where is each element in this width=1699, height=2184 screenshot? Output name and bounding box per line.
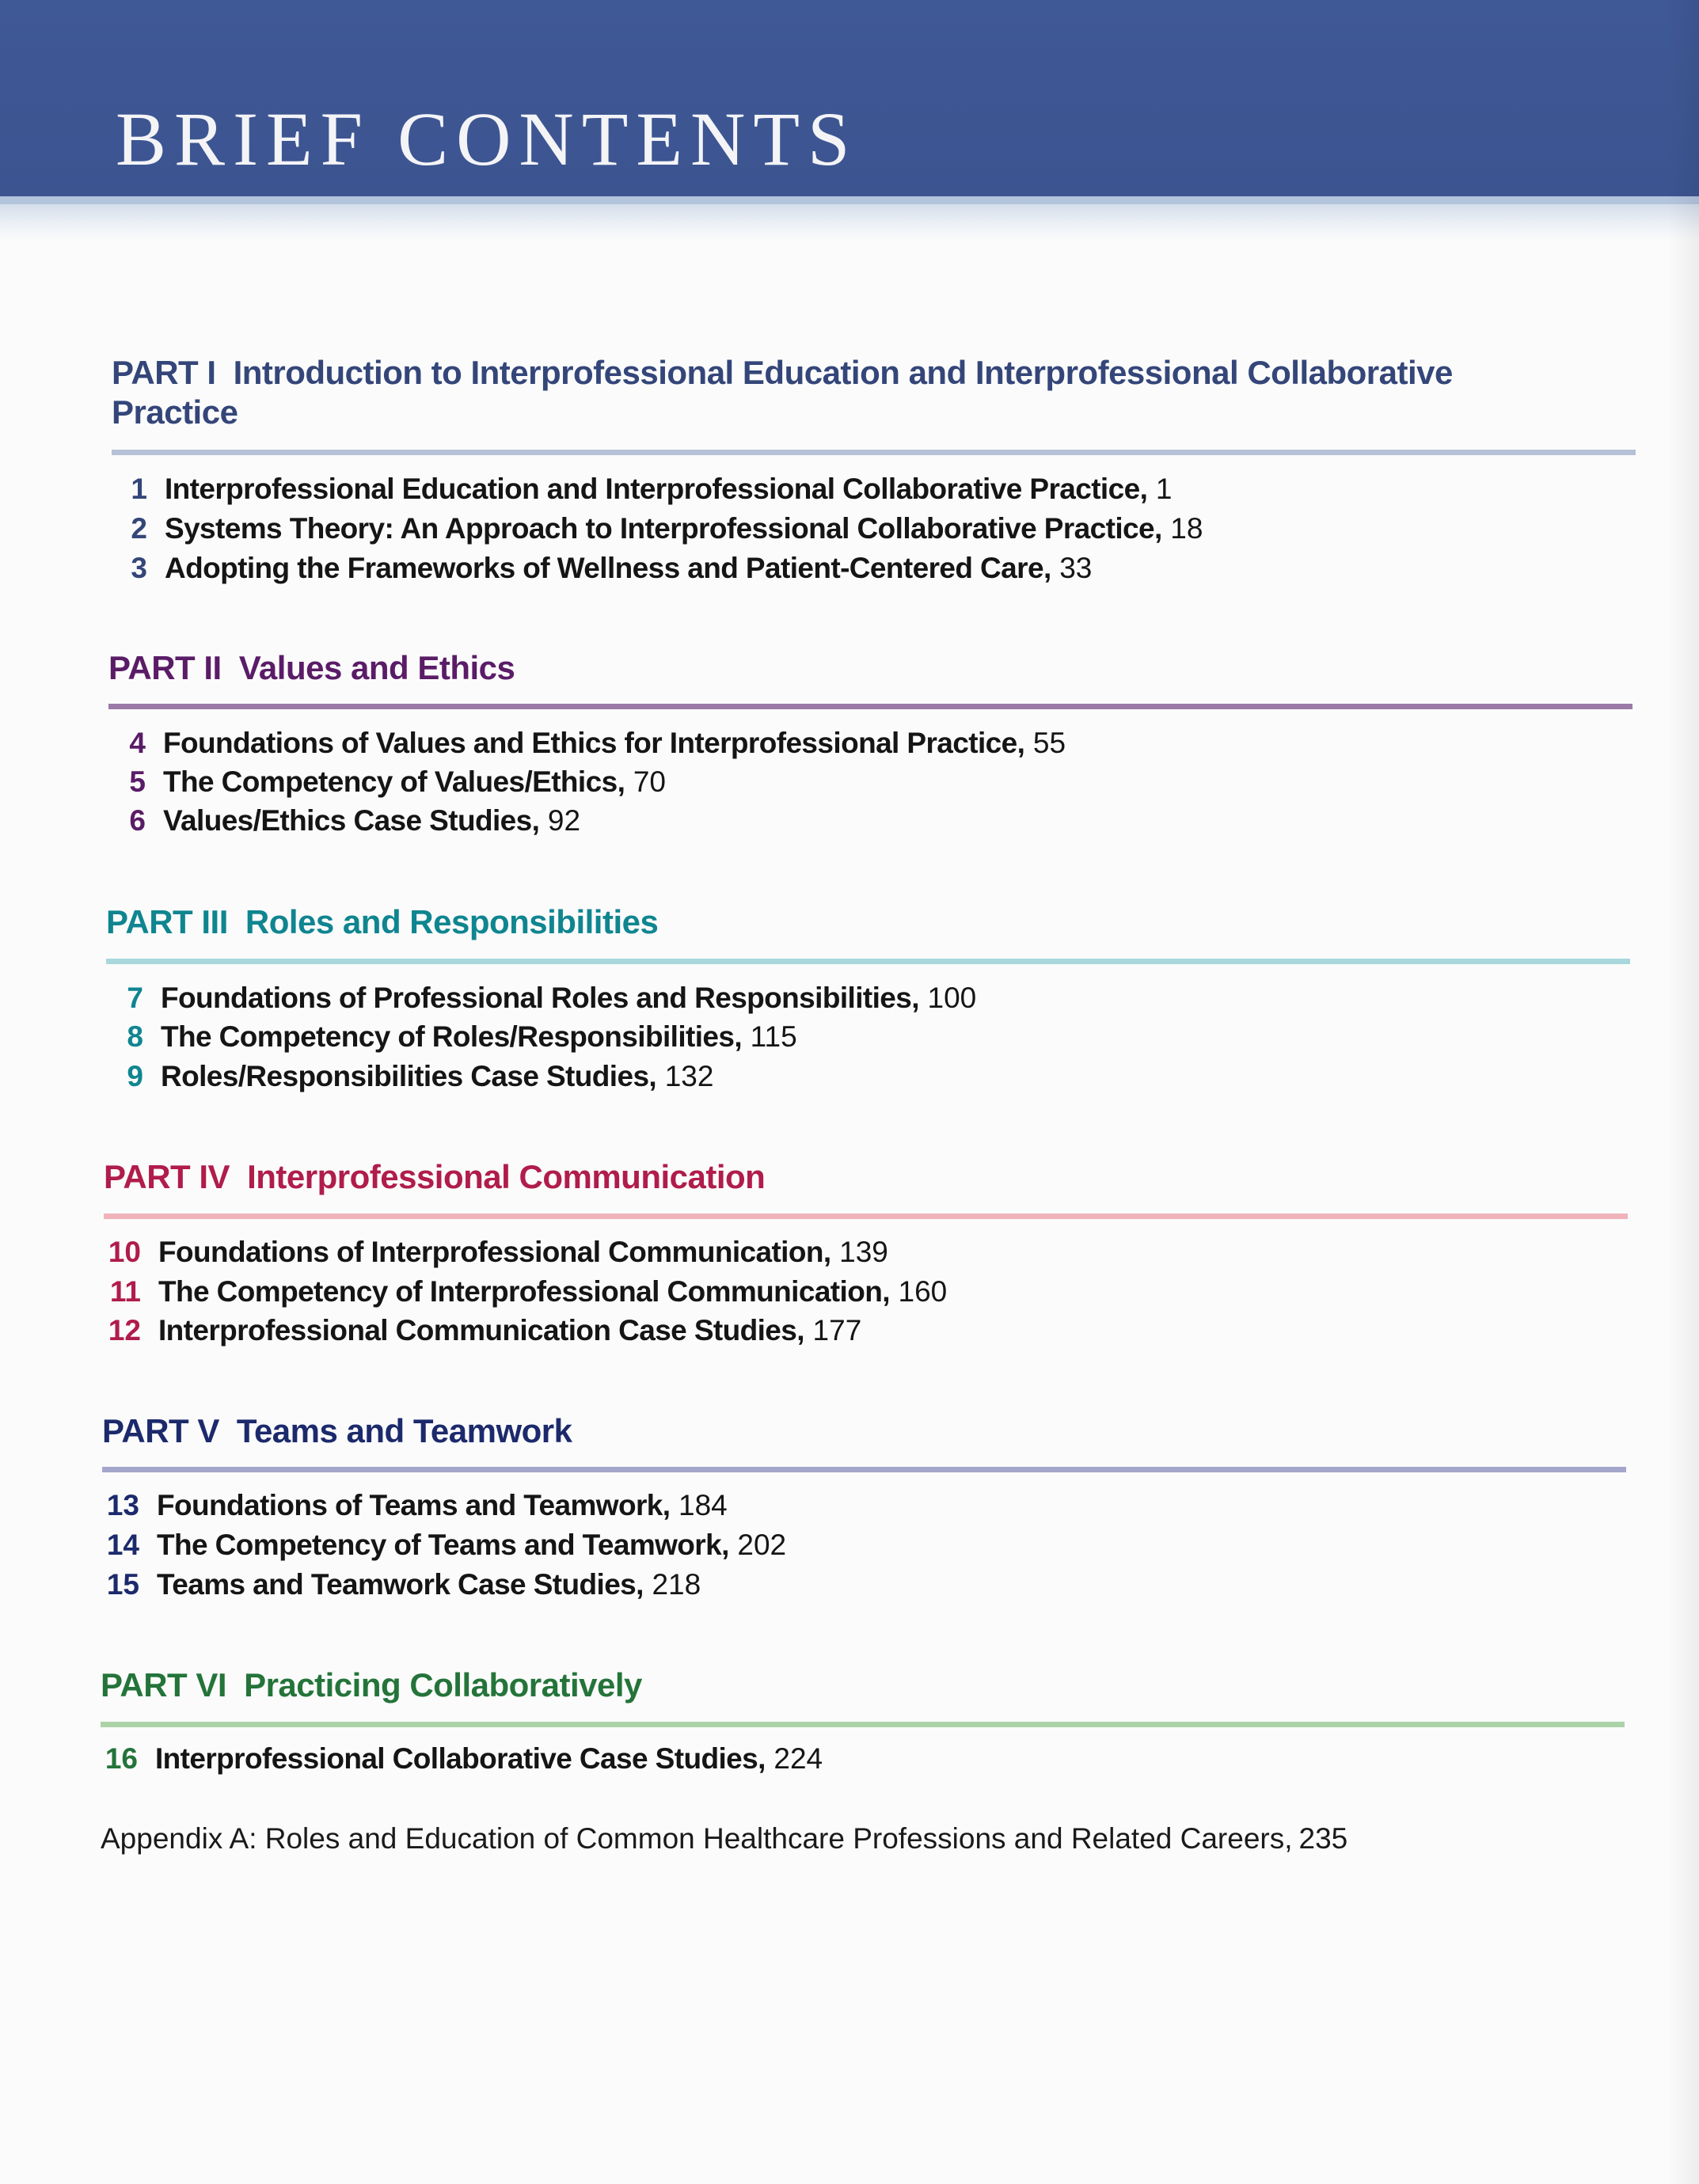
chapter-entry[interactable]: 7 Foundations of Professional Roles and Responsibilities, 100 bbox=[115, 978, 976, 1018]
chapter-title: Teams and Teamwork Case Studies bbox=[157, 1568, 637, 1601]
chapter-title: Foundations of Interprofessional Communication bbox=[158, 1236, 823, 1268]
chapter-title: Foundations of Professional Roles and Responsibilities bbox=[161, 982, 912, 1014]
chapter-entry[interactable]: 6 Values/Ethics Case Studies, 92 bbox=[117, 801, 580, 841]
chapter-entry[interactable]: 1 Interprofessional Education and Interprofessional Collaborative Practice, 1 bbox=[119, 469, 1172, 509]
chapter-number: 14 bbox=[106, 1529, 139, 1561]
part-rule-6 bbox=[101, 1722, 1625, 1727]
chapter-page: 92 bbox=[547, 804, 581, 837]
chapter-number: 9 bbox=[127, 1060, 143, 1092]
chapter-entry[interactable]: 8 The Competency of Roles/Responsibilities, 115 bbox=[115, 1017, 797, 1057]
chapter-number: 13 bbox=[106, 1489, 139, 1521]
chapter-page: 160 bbox=[898, 1275, 948, 1308]
part-label: PART V bbox=[102, 1412, 219, 1449]
page-edge-shadow bbox=[1667, 0, 1699, 2184]
chapter-page: 1 bbox=[1155, 473, 1173, 505]
part-label: PART IV bbox=[104, 1158, 230, 1195]
chapter-number: 1 bbox=[131, 473, 147, 505]
chapter-number: 2 bbox=[131, 512, 147, 545]
chapter-page: 55 bbox=[1032, 727, 1066, 759]
chapter-page: 224 bbox=[773, 1742, 823, 1775]
part-label: PART I bbox=[112, 354, 216, 391]
chapter-entry[interactable]: 12 Interprofessional Communication Case Studies, 177 bbox=[103, 1311, 861, 1350]
part-heading-4 bbox=[104, 1155, 765, 1199]
chapter-number: 7 bbox=[127, 982, 143, 1014]
chapter-entry[interactable]: 4 Foundations of Values and Ethics for Interprofessional Practice, 55 bbox=[117, 724, 1066, 763]
chapter-title: Interprofessional Education and Interprofessional Collaborative Practice bbox=[165, 473, 1140, 505]
chapter-title: Foundations of Teams and Teamwork bbox=[157, 1489, 663, 1521]
chapter-title: The Competency of Roles/Responsibilities bbox=[161, 1020, 735, 1053]
part-rule-3 bbox=[106, 959, 1630, 964]
appendix-page: 235 bbox=[1298, 1822, 1348, 1855]
chapter-entry[interactable]: 15 Teams and Teamwork Case Studies, 218 bbox=[101, 1565, 701, 1605]
part-title: Teams and Teamwork bbox=[236, 1412, 572, 1449]
part-title: Interprofessional Communication bbox=[247, 1158, 766, 1195]
part-title: Values and Ethics bbox=[238, 649, 515, 686]
chapter-title: The Competency of Values/Ethics bbox=[163, 765, 618, 798]
appendix-entry[interactable] bbox=[101, 1819, 1347, 1859]
chapter-number: 6 bbox=[129, 804, 146, 837]
part-rule-2 bbox=[108, 704, 1632, 709]
chapter-entry[interactable]: 9 Roles/Responsibilities Case Studies, 132 bbox=[115, 1057, 713, 1096]
chapter-entry[interactable]: 2 Systems Theory: An Approach to Interprofessional Collaborative Practice, 18 bbox=[119, 509, 1203, 549]
page-title: BRIEF CONTENTS bbox=[116, 97, 858, 181]
chapter-title: The Competency of Interprofessional Communication bbox=[158, 1275, 883, 1308]
chapter-title: Interprofessional Communication Case Studies bbox=[158, 1314, 797, 1346]
part-title-line1: Introduction to Interprofessional Education and Interprofessional Collaborative bbox=[233, 354, 1453, 391]
chapter-number: 12 bbox=[108, 1314, 141, 1346]
chapter-number: 16 bbox=[105, 1742, 138, 1775]
chapter-page: 100 bbox=[927, 982, 977, 1014]
chapter-page: 184 bbox=[678, 1489, 728, 1521]
chapter-title: Foundations of Values and Ethics for Interprofessional Practice bbox=[163, 727, 1017, 759]
chapter-page: 18 bbox=[1170, 512, 1203, 545]
chapter-title: Roles/Responsibilities Case Studies bbox=[161, 1060, 649, 1092]
chapter-number: 15 bbox=[106, 1568, 139, 1601]
chapter-title: The Competency of Teams and Teamwork bbox=[157, 1529, 722, 1561]
chapter-number: 4 bbox=[129, 727, 146, 759]
part-rule-5 bbox=[102, 1467, 1626, 1472]
part-heading-5 bbox=[102, 1409, 572, 1453]
part-label: PART III bbox=[106, 903, 228, 940]
chapter-number: 5 bbox=[129, 765, 146, 798]
chapter-number: 3 bbox=[131, 552, 147, 584]
part-heading-1-line2 bbox=[112, 390, 238, 435]
chapter-number: 10 bbox=[108, 1236, 141, 1268]
part-heading-6 bbox=[101, 1663, 642, 1707]
chapter-title: Systems Theory: An Approach to Interprofessional Collaborative Practice bbox=[165, 512, 1154, 545]
part-title: Practicing Collaboratively bbox=[244, 1666, 642, 1704]
appendix-title: Appendix A: Roles and Education of Common Healthcare Professions and Related Careers, bbox=[101, 1822, 1293, 1855]
chapter-entry[interactable]: 16 Interprofessional Collaborative Case Studies, 224 bbox=[100, 1739, 823, 1779]
chapter-number: 8 bbox=[127, 1020, 143, 1053]
chapter-entry[interactable]: 13 Foundations of Teams and Teamwork, 184 bbox=[101, 1486, 728, 1525]
chapter-entry[interactable]: 10 Foundations of Interprofessional Communication, 139 bbox=[103, 1233, 888, 1272]
part-title-line2: Practice bbox=[112, 393, 238, 431]
chapter-page: 132 bbox=[664, 1060, 714, 1092]
chapter-entry[interactable]: 14 The Competency of Teams and Teamwork, 202 bbox=[101, 1525, 786, 1565]
part-heading-2 bbox=[108, 646, 515, 690]
part-heading-3 bbox=[106, 900, 658, 944]
chapter-page: 70 bbox=[633, 765, 667, 798]
chapter-page: 33 bbox=[1059, 552, 1093, 584]
chapter-entry[interactable]: 5 The Competency of Values/Ethics, 70 bbox=[117, 762, 666, 802]
chapter-number: 11 bbox=[109, 1275, 141, 1308]
part-heading-1 bbox=[112, 351, 1453, 395]
chapter-entry[interactable]: 11 The Competency of Interprofessional Communication, 160 bbox=[103, 1272, 947, 1312]
chapter-page: 115 bbox=[750, 1020, 797, 1053]
chapter-page: 139 bbox=[839, 1236, 888, 1268]
chapter-title: Interprofessional Collaborative Case Studies bbox=[155, 1742, 758, 1775]
part-rule-4 bbox=[104, 1214, 1628, 1219]
header-stripe bbox=[0, 196, 1699, 204]
chapter-title: Adopting the Frameworks of Wellness and Patient-Centered Care bbox=[165, 552, 1043, 584]
header-light-band bbox=[0, 204, 1699, 241]
chapter-page: 202 bbox=[737, 1529, 787, 1561]
part-title: Roles and Responsibilities bbox=[245, 903, 659, 940]
part-label: PART II bbox=[108, 649, 222, 686]
chapter-entry[interactable]: 3 Adopting the Frameworks of Wellness and Patient-Centered Care, 33 bbox=[119, 549, 1092, 588]
chapter-page: 177 bbox=[812, 1314, 862, 1346]
part-rule-1 bbox=[112, 450, 1636, 455]
chapter-title: Values/Ethics Case Studies bbox=[163, 804, 532, 837]
header-band bbox=[0, 0, 1699, 204]
chapter-page: 218 bbox=[652, 1568, 701, 1601]
part-label: PART VI bbox=[101, 1666, 227, 1704]
